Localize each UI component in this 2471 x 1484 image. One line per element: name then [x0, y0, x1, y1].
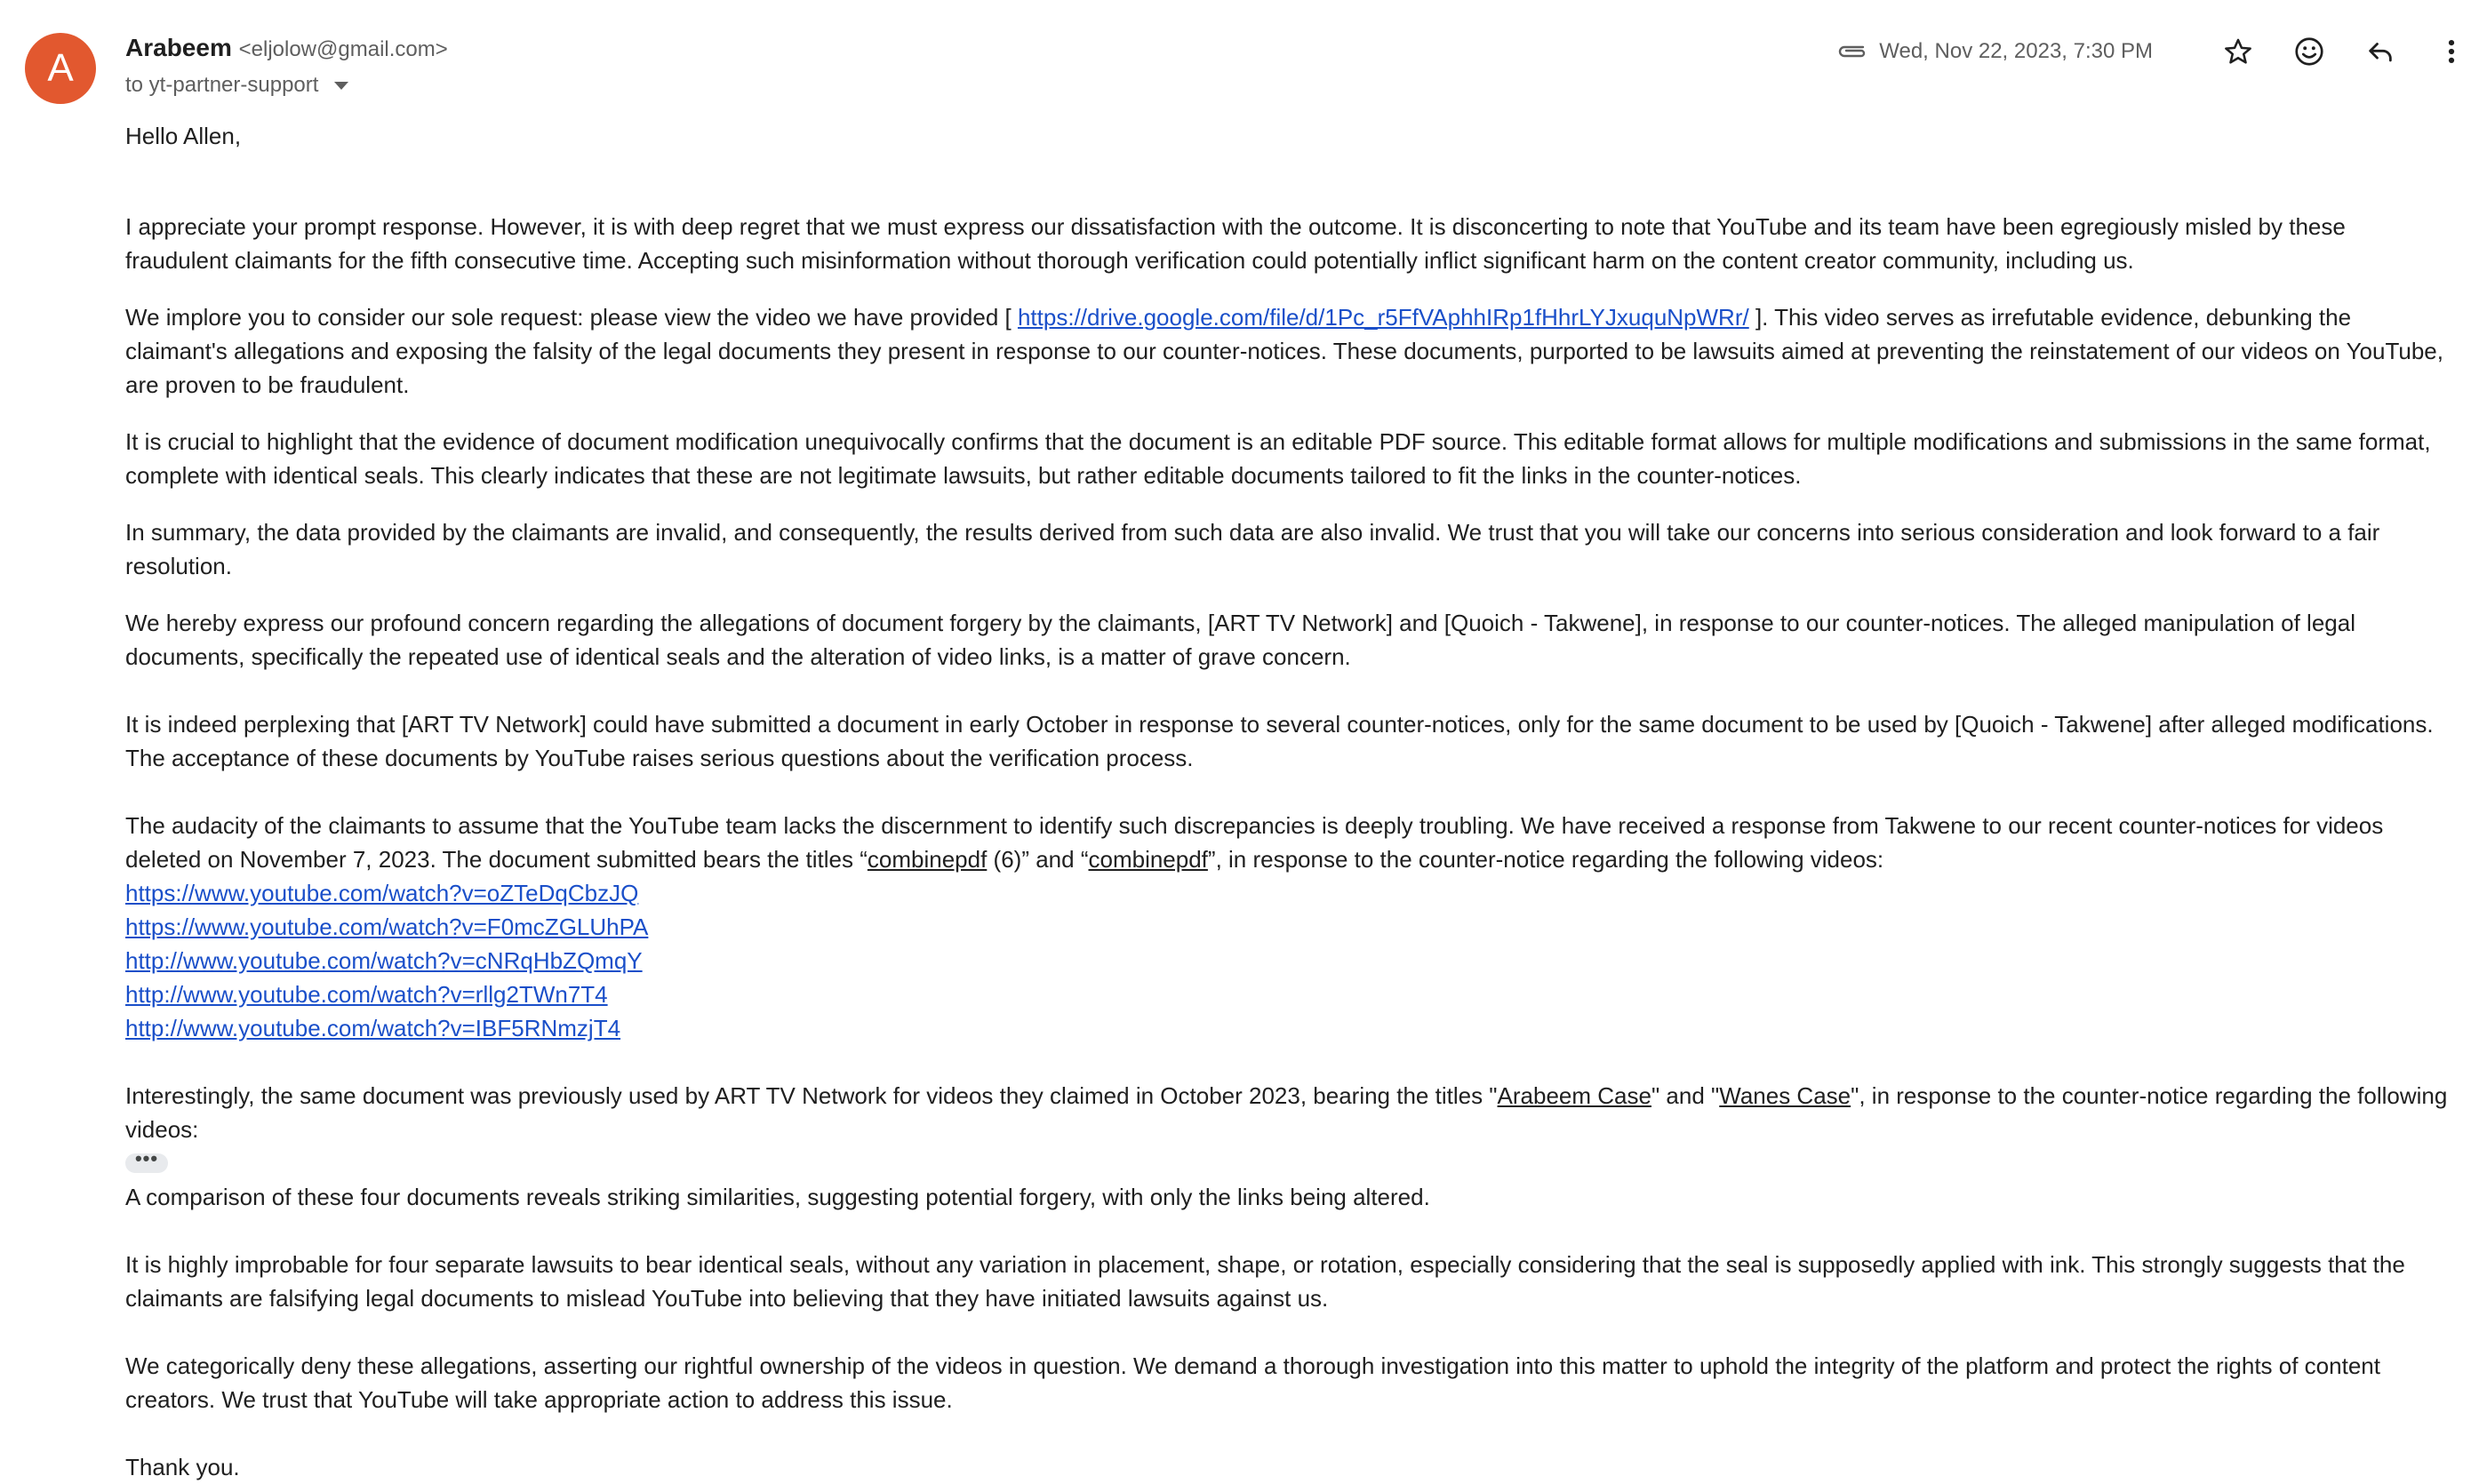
drive-video-link[interactable]: https://drive.google.com/file/d/1Pc_r5FfVAphhIRp1fHhrLYJxuquNpWRr/: [1017, 304, 1749, 331]
document-title: combinepdf: [1088, 846, 1208, 873]
document-title: combinepdf: [867, 846, 988, 873]
paragraph: We categorically deny these allegations, asserting our rightful ownership of the videos in question. We demand a thorough investigation into this matter to uphold the integrity of the platform and protect the rights of content creators. We trust that YouTube will take appropriate action to address this issue.: [125, 1352, 2380, 1413]
emoji-icon[interactable]: [2290, 32, 2329, 71]
video-links-list: [125, 876, 2454, 1045]
chevron-down-icon[interactable]: [334, 82, 348, 90]
video-link[interactable]: http://www.youtube.com/watch?v=cNRqHbZQmqY: [125, 947, 643, 974]
paragraph: I appreciate your prompt response. However, it is with deep regret that we must express our dissatisfaction with the outcome. It is disconcerting to note that YouTube and its team have been egregiously misled by these fraudulent claimants for the fifth consecutive time. Accepting such misinformation without thorough verification could potentially inflict significant harm on the content creator community, including us.: [125, 213, 2346, 274]
document-title: Wanes Case: [1719, 1082, 1851, 1109]
star-icon[interactable]: [2219, 32, 2258, 71]
sender-email: <eljolow@gmail.com>: [238, 37, 448, 61]
more-vert-icon[interactable]: [2432, 32, 2471, 71]
video-link[interactable]: https://www.youtube.com/watch?v=F0mcZGLUhPA: [125, 914, 649, 940]
paragraph-text: ", in response to the counter-notice regarding the following videos:: [125, 1082, 2448, 1143]
paragraph-art-tv: [125, 1079, 2454, 1146]
sender-avatar[interactable]: A: [25, 33, 96, 104]
paragraph-takwene: [125, 809, 2454, 876]
sender-line: [125, 34, 448, 62]
closing: Thank you.: [125, 1454, 240, 1480]
video-link[interactable]: http://www.youtube.com/watch?v=rllg2TWn7T4: [125, 981, 608, 1008]
paragraph: It is indeed perplexing that [ART TV Network] could have submitted a document in early October in response to several counter-notices, only for the same document to be used by [Quoich - Takwene] after alleged modifications. The acceptance of these documents by YouTube raises serious questions about the verification process.: [125, 711, 2434, 771]
video-link[interactable]: http://www.youtube.com/watch?v=IBF5RNmzjT4: [125, 1015, 621, 1041]
paragraph-text: Interestingly, the same document was previously used by ART TV Network for videos they claimed in October 2023, bearing the titles ": [125, 1082, 1498, 1109]
paragraph-evidence: [125, 300, 2454, 402]
paragraph: It is highly improbable for four separate lawsuits to bear identical seals, without any variation in placement, shape, or rotation, especially considering that the seal is supposedly applied with ink. This strongly suggests that the claimants are falsifying legal documents to mislead YouTube into believing that they have initiated lawsuits against us.: [125, 1251, 2405, 1312]
message-date: Wed, Nov 22, 2023, 7:30 PM: [1879, 39, 2153, 63]
paragraph: In summary, the data provided by the claimants are invalid, and consequently, the results derived from such data are also invalid. We trust that you will take our concerns into serious consideration and look forward to a fair resolution.: [125, 519, 2380, 579]
paragraph-text: We implore you to consider our sole request: please view the video we have provided [: [125, 304, 1018, 331]
paragraph-text: (6)” and “: [987, 846, 1089, 873]
paragraph-text: ”, in response to the counter-notice regarding the following videos:: [1207, 846, 1884, 873]
greeting: Hello Allen,: [125, 123, 242, 149]
paragraph-text: The audacity of the claimants to assume that the YouTube team lacks the discernment to identify such discrepancies is deeply troubling. We have received a response from Takwene to our recent counter-notices for videos deleted on November 7, 2023. The document submitted bears the titles “: [125, 812, 2384, 873]
video-link[interactable]: https://www.youtube.com/watch?v=oZTeDqCbzJQ: [125, 880, 639, 906]
sender-name[interactable]: Arabeem: [125, 34, 232, 61]
trimmed-content-row: [125, 1146, 2454, 1180]
attachment-icon: [1836, 42, 1868, 61]
reply-icon[interactable]: [2361, 32, 2400, 71]
document-title: Arabeem Case: [1497, 1082, 1651, 1109]
show-trimmed-content-button[interactable]: •••: [125, 1153, 168, 1173]
paragraph-text: " and ": [1651, 1082, 1720, 1109]
recipient-line: [125, 73, 348, 98]
paragraph: It is crucial to highlight that the evidence of document modification unequivocally confirms that the document is an editable PDF source. This editable format allows for multiple modifications and submissions in the same format, complete with identical seals. This clearly indicates that these are not legitimate lawsuits, but rather editable documents tailored to fit the links in the counter-notices.: [125, 428, 2431, 489]
paragraph-text: ]. This video serves as irrefutable evidence, debunking the claimant's allegations and exposing the falsity of the legal documents they present in response to our counter-notices. These documents, purported to be lawsuits aimed at preventing the reinstatement of our videos on YouTube, are proven to be fraudulent.: [125, 304, 2443, 398]
message-body: [125, 119, 2454, 1484]
paragraph: We hereby express our profound concern regarding the allegations of document forgery by the claimants, [ART TV Network] and [Quoich - Takwene], in response to our counter-notices. The alleged manipulation of legal documents, specifically the repeated use of identical seals and the alteration of video links, is a matter of grave concern.: [125, 610, 2355, 670]
message-actions: [1836, 32, 2471, 71]
recipient-text: to yt-partner-support: [125, 73, 319, 97]
paragraph: A comparison of these four documents reveals striking similarities, suggesting potential forgery, with only the links being altered.: [125, 1184, 1430, 1210]
